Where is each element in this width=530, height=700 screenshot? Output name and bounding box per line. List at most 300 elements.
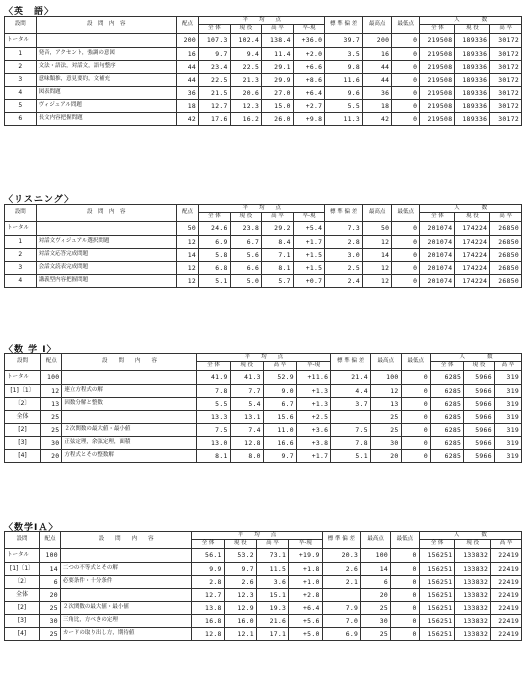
question-number: 3 bbox=[5, 262, 37, 275]
max-cell: 25 bbox=[370, 424, 401, 437]
question-number: 1 bbox=[5, 48, 37, 61]
count-active-cell: 133832 bbox=[455, 576, 491, 589]
avg-all-cell: 6.9 bbox=[199, 236, 231, 249]
count-grad-cell: 22419 bbox=[491, 563, 522, 576]
avg-diff-cell: +2.8 bbox=[289, 589, 322, 602]
count-active-cell: 5966 bbox=[464, 398, 495, 411]
score-table bbox=[4, 531, 522, 641]
question-content: カードの取り出し方，期待値 bbox=[60, 628, 191, 641]
count-grad-cell: 26850 bbox=[490, 236, 522, 249]
min-cell: 0 bbox=[392, 113, 420, 126]
header-max: 最高点 bbox=[363, 205, 392, 222]
header-count-group: 人 数 bbox=[420, 205, 522, 213]
header-min: 最低点 bbox=[392, 17, 420, 34]
question-number: 6 bbox=[5, 113, 37, 126]
min-cell: 0 bbox=[401, 371, 430, 385]
avg-all-cell: 12.7 bbox=[199, 100, 231, 113]
std-dev-cell: 3.7 bbox=[331, 398, 371, 411]
score-cell: 25 bbox=[41, 411, 62, 424]
score-cell: 14 bbox=[176, 249, 198, 262]
avg-grad-cell: 52.9 bbox=[263, 371, 296, 385]
count-all-cell: 6285 bbox=[431, 411, 464, 424]
count-grad-cell: 26850 bbox=[490, 222, 522, 236]
header-count-grad: 高 卒 bbox=[490, 25, 522, 34]
min-cell: 0 bbox=[391, 602, 420, 615]
avg-all-cell: 7.8 bbox=[197, 385, 230, 398]
avg-active-cell: 12.1 bbox=[224, 628, 256, 641]
avg-active-cell: 9.4 bbox=[230, 48, 262, 61]
count-all-cell: 219508 bbox=[420, 74, 455, 87]
header-avg-grad: 高 卒 bbox=[262, 25, 294, 34]
count-active-cell: 174224 bbox=[455, 262, 490, 275]
count-active-cell: 133832 bbox=[455, 563, 491, 576]
min-cell: 0 bbox=[392, 74, 420, 87]
max-cell: 50 bbox=[363, 222, 392, 236]
section-title: 〈数 学 Ⅰ〉 bbox=[4, 345, 57, 355]
avg-active-cell: 12.8 bbox=[230, 437, 263, 450]
question-number: 5 bbox=[5, 100, 37, 113]
count-all-cell: 201074 bbox=[420, 275, 455, 288]
score-cell: 36 bbox=[176, 87, 198, 100]
table-row bbox=[5, 385, 522, 398]
avg-all-cell: 8.1 bbox=[197, 450, 230, 463]
header-count-grad: 高 卒 bbox=[491, 540, 522, 549]
avg-grad-cell: 15.1 bbox=[256, 589, 288, 602]
count-grad-cell: 26850 bbox=[490, 262, 522, 275]
count-active-cell: 5966 bbox=[464, 411, 495, 424]
avg-diff-cell: +5.0 bbox=[289, 628, 322, 641]
header-count-active: 現 役 bbox=[464, 362, 495, 371]
avg-diff-cell: +1.7 bbox=[293, 236, 325, 249]
question-content: ２次関数の最大値・最小値 bbox=[62, 424, 197, 437]
count-active-cell: 174224 bbox=[455, 236, 490, 249]
header-avg-grad: 高 卒 bbox=[263, 362, 296, 371]
avg-diff-cell: +6.4 bbox=[293, 87, 325, 100]
avg-diff-cell: +3.6 bbox=[296, 424, 330, 437]
count-grad-cell: 319 bbox=[494, 398, 521, 411]
avg-active-cell: 6.7 bbox=[230, 236, 262, 249]
avg-all-cell: 12.7 bbox=[192, 589, 224, 602]
avg-active-cell: 13.1 bbox=[230, 411, 263, 424]
count-all-cell: 156251 bbox=[419, 549, 455, 563]
header-std-dev: 標 準 偏 差 bbox=[322, 532, 361, 549]
avg-active-cell: 16.2 bbox=[230, 113, 262, 126]
table-row bbox=[5, 249, 522, 262]
count-grad-cell: 30172 bbox=[490, 48, 522, 61]
max-cell: 14 bbox=[361, 563, 391, 576]
std-dev-cell: 7.5 bbox=[331, 424, 371, 437]
header-avg-grad: 高 卒 bbox=[262, 213, 294, 222]
question-number: 2 bbox=[5, 61, 37, 74]
avg-diff-cell: +9.8 bbox=[293, 113, 325, 126]
header-min: 最低点 bbox=[401, 354, 430, 371]
count-active-cell: 189336 bbox=[455, 48, 490, 61]
question-content: 発音，アクセント，強調の意図 bbox=[36, 48, 176, 61]
min-cell: 0 bbox=[392, 61, 420, 74]
count-all-cell: 6285 bbox=[431, 398, 464, 411]
header-avg-grad: 高 卒 bbox=[256, 540, 288, 549]
count-all-cell: 156251 bbox=[419, 628, 455, 641]
header-count-all: 全 体 bbox=[420, 25, 455, 34]
question-number: 4 bbox=[5, 87, 37, 100]
std-dev-cell: 6.9 bbox=[322, 628, 361, 641]
header-std-dev: 標 準 偏 差 bbox=[331, 354, 371, 371]
header-avg-diff: 卒-現 bbox=[289, 540, 322, 549]
table-row bbox=[5, 424, 522, 437]
std-dev-cell: 2.8 bbox=[325, 236, 363, 249]
avg-all-cell: 7.5 bbox=[197, 424, 230, 437]
table-row bbox=[5, 628, 522, 641]
count-grad-cell: 319 bbox=[494, 385, 521, 398]
count-grad-cell: 22419 bbox=[491, 576, 522, 589]
avg-all-cell: 16.8 bbox=[192, 615, 224, 628]
table-row bbox=[5, 262, 522, 275]
avg-all-cell: 5.8 bbox=[199, 249, 231, 262]
question-content: 対話文応答完成問題 bbox=[36, 249, 176, 262]
std-dev-cell: 9.6 bbox=[325, 87, 363, 100]
question-number: [4] bbox=[5, 450, 41, 463]
score-cell: 20 bbox=[40, 589, 61, 602]
score-cell: 25 bbox=[41, 424, 62, 437]
avg-diff-cell: +2.0 bbox=[293, 48, 325, 61]
min-cell: 0 bbox=[392, 249, 420, 262]
std-dev-cell: 2.4 bbox=[325, 275, 363, 288]
max-cell: 100 bbox=[370, 371, 401, 385]
score-cell: 12 bbox=[41, 385, 62, 398]
avg-all-cell: 24.6 bbox=[199, 222, 231, 236]
avg-all-cell: 21.5 bbox=[199, 87, 231, 100]
question-content: 会話文読表完成問題 bbox=[36, 262, 176, 275]
header-max: 最高点 bbox=[363, 17, 392, 34]
header-avg-diff: 卒-現 bbox=[293, 25, 325, 34]
question-number: 〔2〕 bbox=[5, 576, 40, 589]
avg-all-cell: 17.6 bbox=[199, 113, 231, 126]
count-grad-cell: 22419 bbox=[491, 589, 522, 602]
count-grad-cell: 22419 bbox=[491, 628, 522, 641]
avg-grad-cell: 11.0 bbox=[263, 424, 296, 437]
table-row bbox=[5, 61, 522, 74]
score-cell: 42 bbox=[176, 113, 198, 126]
count-all-cell: 201074 bbox=[420, 262, 455, 275]
header-count-active: 現 役 bbox=[455, 540, 491, 549]
table-row bbox=[5, 437, 522, 450]
max-cell: 18 bbox=[363, 100, 392, 113]
question-content bbox=[60, 549, 191, 563]
header-content: 設 問 内 容 bbox=[36, 205, 176, 222]
score-cell: 13 bbox=[41, 398, 62, 411]
avg-active-cell: 12.9 bbox=[224, 602, 256, 615]
header-std-dev: 標 準 偏 差 bbox=[325, 205, 363, 222]
avg-active-cell: 102.4 bbox=[230, 34, 262, 48]
avg-grad-cell: 11.5 bbox=[256, 563, 288, 576]
min-cell: 0 bbox=[401, 385, 430, 398]
count-all-cell: 156251 bbox=[419, 615, 455, 628]
avg-grad-cell: 7.1 bbox=[262, 249, 294, 262]
header-score: 配点 bbox=[41, 354, 62, 371]
avg-grad-cell: 138.4 bbox=[262, 34, 294, 48]
std-dev-cell: 3.5 bbox=[325, 48, 363, 61]
question-content bbox=[60, 589, 191, 602]
score-table bbox=[4, 353, 522, 463]
table-row bbox=[5, 411, 522, 424]
count-all-cell: 219508 bbox=[420, 48, 455, 61]
avg-grad-cell: 8.1 bbox=[262, 262, 294, 275]
header-count-group: 人 数 bbox=[419, 532, 521, 540]
avg-grad-cell: 5.7 bbox=[262, 275, 294, 288]
score-cell: 12 bbox=[176, 262, 198, 275]
avg-all-cell: 9.9 bbox=[192, 563, 224, 576]
min-cell: 0 bbox=[401, 437, 430, 450]
avg-active-cell: 2.6 bbox=[224, 576, 256, 589]
count-active-cell: 133832 bbox=[455, 602, 491, 615]
question-content: 文法・語法，対話文，語句整序 bbox=[36, 61, 176, 74]
std-dev-cell: 21.4 bbox=[331, 371, 371, 385]
count-grad-cell: 30172 bbox=[490, 87, 522, 100]
min-cell: 0 bbox=[391, 549, 420, 563]
min-cell: 0 bbox=[392, 236, 420, 249]
table-row bbox=[5, 563, 522, 576]
avg-active-cell: 5.4 bbox=[230, 398, 263, 411]
question-content bbox=[36, 222, 176, 236]
header-average-group: 平 均 点 bbox=[197, 354, 331, 362]
avg-active-cell: 20.6 bbox=[230, 87, 262, 100]
question-number: [4] bbox=[5, 628, 40, 641]
max-cell: 6 bbox=[361, 576, 391, 589]
header-avg-active: 現 役 bbox=[224, 540, 256, 549]
avg-active-cell: 22.5 bbox=[230, 61, 262, 74]
max-cell: 20 bbox=[370, 450, 401, 463]
avg-all-cell: 22.5 bbox=[199, 74, 231, 87]
avg-all-cell: 9.7 bbox=[199, 48, 231, 61]
question-content: 講義型内容把握問題 bbox=[36, 275, 176, 288]
count-all-cell: 219508 bbox=[420, 61, 455, 74]
count-active-cell: 189336 bbox=[455, 87, 490, 100]
score-cell: 20 bbox=[41, 450, 62, 463]
count-active-cell: 133832 bbox=[455, 628, 491, 641]
question-number: トータル bbox=[5, 34, 37, 48]
header-score: 配点 bbox=[176, 17, 198, 34]
avg-all-cell: 13.0 bbox=[197, 437, 230, 450]
max-cell: 200 bbox=[363, 34, 392, 48]
score-cell: 14 bbox=[40, 563, 61, 576]
count-active-cell: 189336 bbox=[455, 74, 490, 87]
avg-active-cell: 9.7 bbox=[224, 563, 256, 576]
std-dev-cell bbox=[322, 589, 361, 602]
count-active-cell: 5966 bbox=[464, 437, 495, 450]
header-count-all: 全 体 bbox=[420, 213, 455, 222]
min-cell: 0 bbox=[392, 87, 420, 100]
question-content bbox=[62, 371, 197, 385]
avg-diff-cell: +5.6 bbox=[289, 615, 322, 628]
avg-all-cell: 5.1 bbox=[199, 275, 231, 288]
count-active-cell: 189336 bbox=[455, 34, 490, 48]
avg-active-cell: 21.3 bbox=[230, 74, 262, 87]
avg-diff-cell: +19.9 bbox=[289, 549, 322, 563]
score-cell: 100 bbox=[41, 371, 62, 385]
max-cell: 42 bbox=[363, 113, 392, 126]
question-content: 長文内容把握問題 bbox=[36, 113, 176, 126]
score-cell: 12 bbox=[176, 275, 198, 288]
header-content: 設 問 内 容 bbox=[36, 17, 176, 34]
avg-grad-cell: 29.1 bbox=[262, 61, 294, 74]
std-dev-cell: 7.8 bbox=[331, 437, 371, 450]
std-dev-cell: 7.0 bbox=[322, 615, 361, 628]
min-cell: 0 bbox=[391, 563, 420, 576]
header-count-group: 人 数 bbox=[420, 17, 522, 25]
avg-diff-cell: +1.5 bbox=[293, 262, 325, 275]
question-number: トータル bbox=[5, 222, 37, 236]
question-content: 連立方程式の解 bbox=[62, 385, 197, 398]
std-dev-cell: 2.6 bbox=[322, 563, 361, 576]
score-cell: 44 bbox=[176, 61, 198, 74]
count-active-cell: 189336 bbox=[455, 100, 490, 113]
std-dev-cell bbox=[331, 411, 371, 424]
question-number: トータル bbox=[5, 371, 41, 385]
count-grad-cell: 22419 bbox=[491, 615, 522, 628]
count-all-cell: 6285 bbox=[431, 437, 464, 450]
min-cell: 0 bbox=[392, 100, 420, 113]
question-number: 4 bbox=[5, 275, 37, 288]
count-active-cell: 5966 bbox=[464, 371, 495, 385]
count-grad-cell: 319 bbox=[494, 437, 521, 450]
header-avg-all: 全 体 bbox=[192, 540, 224, 549]
count-all-cell: 156251 bbox=[419, 576, 455, 589]
avg-all-cell: 13.3 bbox=[197, 411, 230, 424]
header-score: 配点 bbox=[40, 532, 61, 549]
avg-active-cell: 8.0 bbox=[230, 450, 263, 463]
header-avg-diff: 卒-現 bbox=[296, 362, 330, 371]
count-all-cell: 219508 bbox=[420, 34, 455, 48]
score-cell: 6 bbox=[40, 576, 61, 589]
header-average-group: 平 均 点 bbox=[199, 205, 325, 213]
table-row bbox=[5, 113, 522, 126]
question-content: ヴィジュアル問題 bbox=[36, 100, 176, 113]
count-active-cell: 133832 bbox=[455, 615, 491, 628]
table-row bbox=[5, 100, 522, 113]
max-cell: 12 bbox=[363, 275, 392, 288]
min-cell: 0 bbox=[401, 450, 430, 463]
count-active-cell: 5966 bbox=[464, 424, 495, 437]
question-number: トータル bbox=[5, 549, 40, 563]
header-max: 最高点 bbox=[361, 532, 391, 549]
avg-diff-cell: +1.7 bbox=[296, 450, 330, 463]
score-cell: 25 bbox=[40, 628, 61, 641]
avg-active-cell: 7.7 bbox=[230, 385, 263, 398]
score-cell: 25 bbox=[40, 602, 61, 615]
avg-diff-cell: +1.8 bbox=[289, 563, 322, 576]
question-content: 因数分解と整数 bbox=[62, 398, 197, 411]
std-dev-cell: 2.1 bbox=[322, 576, 361, 589]
avg-active-cell: 23.8 bbox=[230, 222, 262, 236]
min-cell: 0 bbox=[401, 398, 430, 411]
score-cell: 100 bbox=[40, 549, 61, 563]
max-cell: 25 bbox=[361, 602, 391, 615]
count-grad-cell: 319 bbox=[494, 411, 521, 424]
max-cell: 12 bbox=[363, 262, 392, 275]
avg-grad-cell: 3.6 bbox=[256, 576, 288, 589]
std-dev-cell: 4.4 bbox=[331, 385, 371, 398]
avg-diff-cell: +6.6 bbox=[293, 61, 325, 74]
min-cell: 0 bbox=[391, 615, 420, 628]
avg-diff-cell: +0.7 bbox=[293, 275, 325, 288]
question-number: 全体 bbox=[5, 411, 41, 424]
table-row bbox=[5, 602, 522, 615]
avg-diff-cell: +1.3 bbox=[296, 398, 330, 411]
count-grad-cell: 26850 bbox=[490, 249, 522, 262]
avg-active-cell: 16.0 bbox=[224, 615, 256, 628]
std-dev-cell: 7.9 bbox=[322, 602, 361, 615]
table-row-total bbox=[5, 549, 522, 563]
avg-all-cell: 6.8 bbox=[199, 262, 231, 275]
avg-diff-cell: +6.4 bbox=[289, 602, 322, 615]
count-all-cell: 201074 bbox=[420, 249, 455, 262]
header-score: 配点 bbox=[176, 205, 198, 222]
question-number: [3] bbox=[5, 437, 41, 450]
min-cell: 0 bbox=[392, 222, 420, 236]
table-row bbox=[5, 615, 522, 628]
score-cell: 30 bbox=[41, 437, 62, 450]
question-content: 三角比，方べきの定理 bbox=[60, 615, 191, 628]
avg-diff-cell: +1.5 bbox=[293, 249, 325, 262]
score-table bbox=[4, 16, 522, 126]
count-grad-cell: 30172 bbox=[490, 61, 522, 74]
max-cell: 12 bbox=[370, 385, 401, 398]
question-number: 2 bbox=[5, 249, 37, 262]
header-avg-active: 現 役 bbox=[230, 213, 262, 222]
avg-grad-cell: 15.6 bbox=[263, 411, 296, 424]
max-cell: 12 bbox=[363, 236, 392, 249]
avg-all-cell: 41.9 bbox=[197, 371, 230, 385]
std-dev-cell: 7.3 bbox=[325, 222, 363, 236]
std-dev-cell: 2.5 bbox=[325, 262, 363, 275]
question-number: [1]〔1〕 bbox=[5, 563, 40, 576]
count-grad-cell: 22419 bbox=[491, 549, 522, 563]
score-cell: 30 bbox=[40, 615, 61, 628]
header-count-group: 人 数 bbox=[431, 354, 522, 362]
count-active-cell: 133832 bbox=[455, 589, 491, 602]
min-cell: 0 bbox=[392, 262, 420, 275]
avg-active-cell: 41.3 bbox=[230, 371, 263, 385]
min-cell: 0 bbox=[392, 275, 420, 288]
max-cell: 20 bbox=[361, 589, 391, 602]
count-all-cell: 201074 bbox=[420, 222, 455, 236]
avg-active-cell: 12.3 bbox=[230, 100, 262, 113]
section-title: 〈数学ⅠＡ〉 bbox=[4, 523, 59, 533]
max-cell: 36 bbox=[363, 87, 392, 100]
count-grad-cell: 319 bbox=[494, 424, 521, 437]
count-active-cell: 189336 bbox=[455, 113, 490, 126]
max-cell: 100 bbox=[361, 549, 391, 563]
avg-diff-cell: +2.7 bbox=[293, 100, 325, 113]
count-grad-cell: 22419 bbox=[491, 602, 522, 615]
header-question: 設問 bbox=[5, 17, 37, 34]
table-row-total bbox=[5, 222, 522, 236]
question-content: 正弦定理，余弦定理，面積 bbox=[62, 437, 197, 450]
count-all-cell: 6285 bbox=[431, 385, 464, 398]
question-number: 〔2〕 bbox=[5, 398, 41, 411]
max-cell: 44 bbox=[363, 74, 392, 87]
avg-grad-cell: 26.0 bbox=[262, 113, 294, 126]
min-cell: 0 bbox=[391, 628, 420, 641]
header-count-all: 全 体 bbox=[431, 362, 464, 371]
question-content: 意味類推，意見要約，文補充 bbox=[36, 74, 176, 87]
question-content: 二つの不等式とその解 bbox=[60, 563, 191, 576]
avg-active-cell: 5.6 bbox=[230, 249, 262, 262]
header-question: 設問 bbox=[5, 354, 41, 371]
score-cell: 16 bbox=[176, 48, 198, 61]
header-avg-all: 全 体 bbox=[197, 362, 230, 371]
avg-active-cell: 53.2 bbox=[224, 549, 256, 563]
